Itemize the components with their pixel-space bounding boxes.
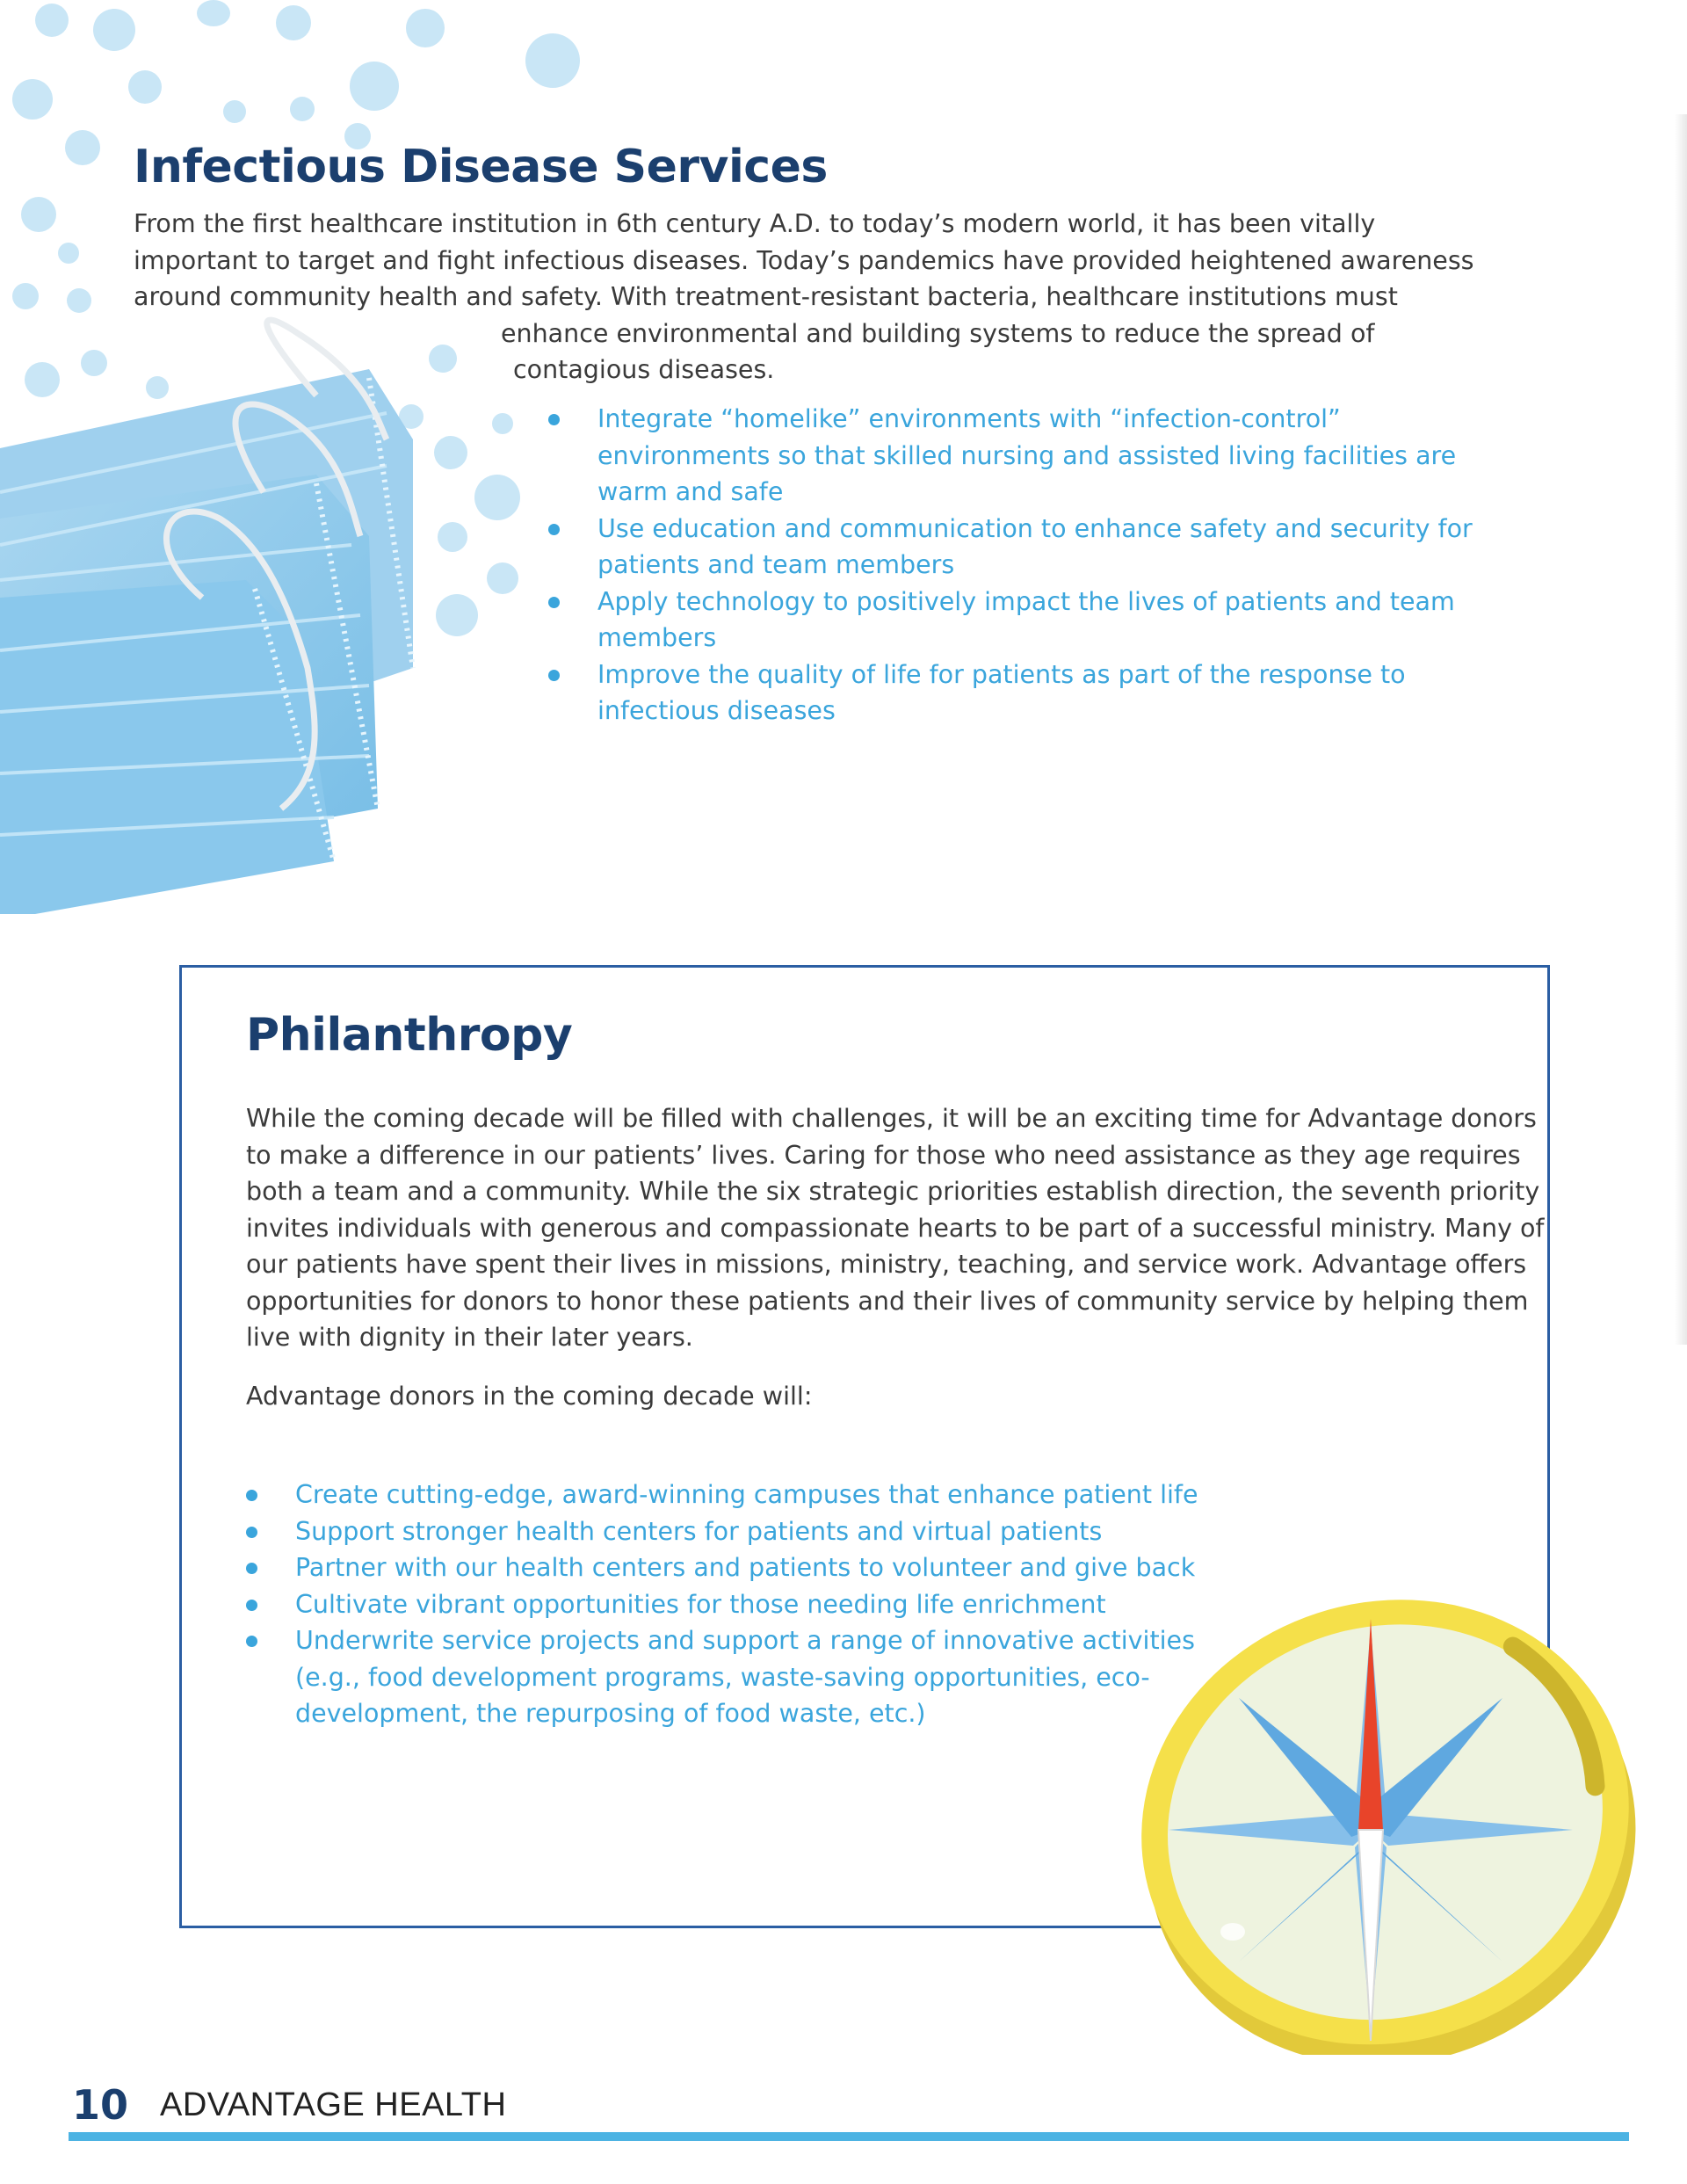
bullet-icon (246, 1490, 257, 1501)
bullet-icon (246, 1636, 257, 1647)
list-item: Use education and communication to enhance safety and security for patients and team members (548, 511, 1480, 584)
paragraph-line: our patients have spent their lives in missions, ministry, teaching, and service work. Advantage offers (246, 1250, 1527, 1279)
intro-line: From the first healthcare institution in 6th century A.D. to today’s modern world, it has been vitally (134, 209, 1376, 238)
paragraph-line: While the coming decade will be filled with challenges, it will be an exciting time for Advantage donors (246, 1104, 1537, 1133)
list-item: Apply technology to positively impact the lives of patients and team members (548, 584, 1480, 657)
intro-line: around community health and safety. With treatment-resistant bacteria, healthcare institutions must (134, 282, 1398, 311)
donors-intro: Advantage donors in the coming decade will: (246, 1382, 813, 1411)
bullet-icon (246, 1600, 257, 1611)
bullet-icon (548, 524, 560, 535)
compass-image (1105, 1563, 1650, 2055)
list-item: Cultivate vibrant opportunities for those needing life enrichment (246, 1586, 1213, 1623)
section-title-infectious: Infectious Disease Services (134, 141, 828, 193)
section-title-philanthropy: Philanthropy (246, 1009, 573, 1062)
list-item: Improve the quality of life for patients as part of the response to infectious diseases (548, 657, 1480, 729)
list-item: Underwrite service projects and support a range of innovative activities (e.g., food development programs, waste-saving opportunities, eco- development, the repurposing of food waste, etc.) (246, 1622, 1213, 1732)
philanthropy-paragraph (246, 1100, 1545, 1356)
page-number: 10 (72, 2081, 129, 2129)
bullet-icon (246, 1563, 257, 1574)
philanthropy-bullet-list (246, 1477, 1213, 1732)
list-item: Integrate “homelike” environments with “infection-control” environments so that skilled nursing and assisted living facilities are warm and safe (548, 401, 1480, 511)
bullet-icon (548, 670, 560, 681)
list-item: Partner with our health centers and patients to volunteer and give back (246, 1549, 1213, 1586)
list-item: Support stronger health centers for patients and virtual patients (246, 1513, 1213, 1550)
paragraph-line: both a team and a community. While the six strategic priorities establish direction, the seventh priority (246, 1177, 1540, 1206)
footer-divider (69, 2132, 1629, 2141)
intro-line: contagious diseases. (513, 355, 775, 384)
page-edge-shadow (1675, 114, 1687, 1345)
paragraph-line: invites individuals with generous and compassionate hearts to be part of a successful ministry. Many of (246, 1213, 1545, 1243)
surgical-masks-image (0, 316, 510, 914)
infectious-bullet-list (548, 401, 1480, 729)
intro-line: enhance environmental and building systems to reduce the spread of (501, 318, 1375, 348)
footer-title: ADVANTAGE HEALTH (160, 2086, 507, 2123)
bullet-icon (548, 597, 560, 608)
list-item: Create cutting-edge, award-winning campuses that enhance patient life (246, 1477, 1213, 1513)
intro-line: important to target and fight infectious diseases. Today’s pandemics have provided heightened awareness (134, 245, 1474, 275)
bullet-icon (246, 1527, 257, 1538)
paragraph-line: to make a difference in our patients’ lives. Caring for those who need assistance as they age requires (246, 1140, 1521, 1170)
paragraph-line: live with dignity in their later years. (246, 1323, 693, 1352)
infectious-intro-paragraph (134, 206, 1474, 388)
bullet-icon (548, 414, 560, 425)
paragraph-line: opportunities for donors to honor these patients and their lives of community service by helping them (246, 1286, 1529, 1316)
